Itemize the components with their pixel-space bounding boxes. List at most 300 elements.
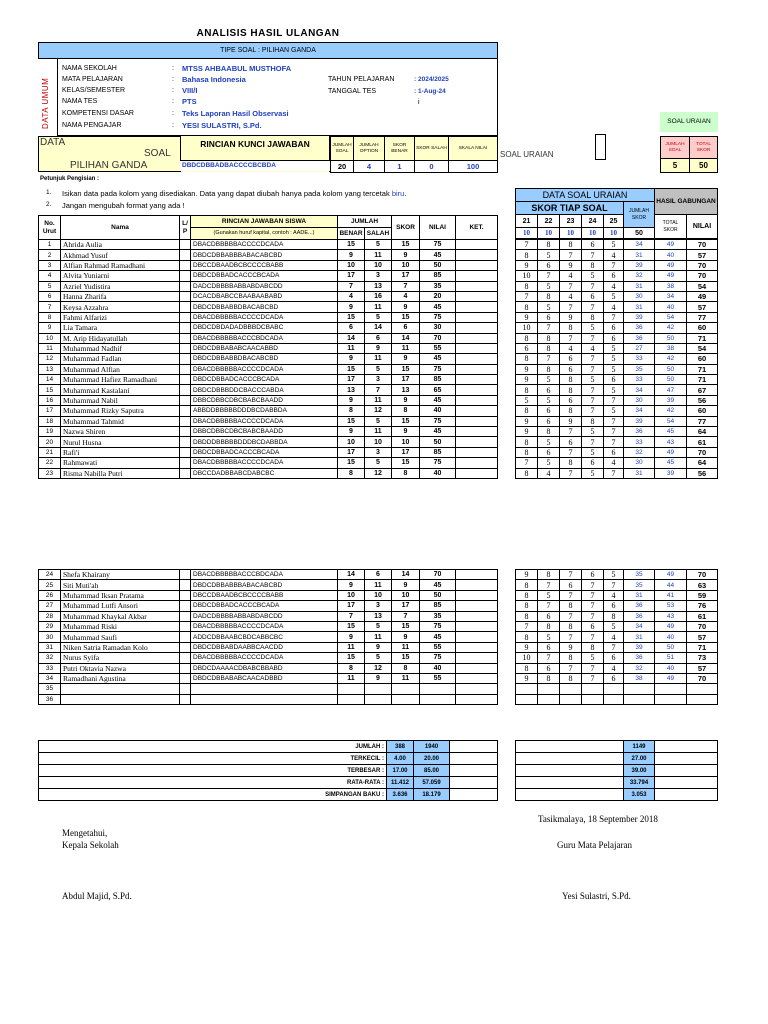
student-answers[interactable]: DBBCDBBCDBCBABCBAADD bbox=[191, 427, 338, 437]
uraian-score[interactable]: 10 bbox=[516, 323, 538, 333]
student-name[interactable]: Azriel Yudistira bbox=[61, 281, 180, 291]
gender-cell[interactable] bbox=[180, 684, 191, 694]
uraian-score[interactable]: 7 bbox=[604, 312, 624, 322]
kompetensi-value[interactable]: Teks Laporan Hasil Observasi bbox=[182, 109, 289, 118]
student-name[interactable]: Muhammad Tahmid bbox=[61, 416, 180, 426]
kunci-jawaban-input[interactable]: DBDCDBBADBACCCCBCBDA bbox=[180, 160, 330, 171]
uraian-score[interactable]: 6 bbox=[538, 312, 560, 322]
gender-cell[interactable] bbox=[180, 343, 191, 353]
uraian-score[interactable]: 6 bbox=[604, 673, 624, 683]
uraian-score[interactable]: 5 bbox=[516, 395, 538, 405]
uraian-score[interactable]: 6 bbox=[604, 271, 624, 281]
uraian-score[interactable]: 7 bbox=[560, 333, 582, 343]
jumlah-soal-value[interactable]: 20 bbox=[331, 161, 354, 173]
gender-cell[interactable] bbox=[180, 323, 191, 333]
student-answers[interactable]: DBACDBBBBBACCCBDCADA bbox=[191, 333, 338, 343]
student-name[interactable]: M. Arip Hidayatullah bbox=[61, 333, 180, 343]
uraian-score[interactable]: 6 bbox=[560, 354, 582, 364]
uraian-score[interactable]: 5 bbox=[604, 343, 624, 353]
gender-cell[interactable] bbox=[180, 601, 191, 611]
uraian-total-value[interactable]: 50 bbox=[690, 159, 718, 173]
uraian-score[interactable]: 4 bbox=[560, 343, 582, 353]
uraian-score[interactable]: 6 bbox=[582, 621, 604, 631]
student-name[interactable]: Shefa Khairany bbox=[61, 570, 180, 580]
uraian-score[interactable]: 8 bbox=[582, 312, 604, 322]
uraian-score[interactable]: 5 bbox=[582, 271, 604, 281]
uraian-score[interactable]: 6 bbox=[604, 333, 624, 343]
gender-cell[interactable] bbox=[180, 302, 191, 312]
student-answers[interactable]: DBDDDBBBBBDDDBCDABBDA bbox=[191, 437, 338, 447]
kelas-value[interactable]: VIII/I bbox=[182, 86, 198, 95]
student-answers[interactable]: DBACDBBBBBACCCCDCADA bbox=[191, 312, 338, 322]
uraian-score[interactable]: 7 bbox=[560, 663, 582, 673]
uraian-jumlah-value[interactable]: 5 bbox=[661, 159, 690, 173]
uraian-score[interactable]: 8 bbox=[560, 406, 582, 416]
uraian-score[interactable] bbox=[604, 684, 624, 694]
student-name[interactable]: Fahmi Alfarizi bbox=[61, 312, 180, 322]
gender-cell[interactable] bbox=[180, 580, 191, 590]
uraian-score[interactable]: 8 bbox=[560, 240, 582, 250]
uraian-score[interactable]: 6 bbox=[538, 416, 560, 426]
uraian-score[interactable]: 7 bbox=[560, 302, 582, 312]
student-name[interactable]: Muhammad Rizky Saputra bbox=[61, 406, 180, 416]
uraian-score[interactable]: 9 bbox=[516, 375, 538, 385]
uraian-score[interactable]: 8 bbox=[516, 468, 538, 478]
uraian-score[interactable]: 7 bbox=[582, 632, 604, 642]
uraian-score[interactable]: 6 bbox=[516, 343, 538, 353]
student-answers[interactable]: DBDCDBBADCACCCBCADA bbox=[191, 375, 338, 385]
uraian-score[interactable]: 4 bbox=[604, 302, 624, 312]
uraian-score[interactable]: 7 bbox=[582, 333, 604, 343]
gender-cell[interactable] bbox=[180, 240, 191, 250]
tahun-value[interactable]: : 2024/2025 bbox=[414, 76, 449, 83]
uraian-score[interactable]: 6 bbox=[582, 240, 604, 250]
student-name[interactable]: Siti Muti'ah bbox=[61, 580, 180, 590]
uraian-score[interactable]: 5 bbox=[538, 250, 560, 260]
uraian-score[interactable]: 8 bbox=[516, 302, 538, 312]
student-name[interactable] bbox=[61, 684, 180, 694]
student-name[interactable]: Risma Nabilla Putri bbox=[61, 468, 180, 478]
student-answers[interactable]: DCACDBABCCBAABAABABD bbox=[191, 291, 338, 301]
uraian-score[interactable]: 8 bbox=[516, 281, 538, 291]
uraian-score[interactable]: 7 bbox=[538, 653, 560, 663]
uraian-score[interactable]: 9 bbox=[516, 673, 538, 683]
gender-cell[interactable] bbox=[180, 570, 191, 580]
gender-cell[interactable] bbox=[180, 694, 191, 704]
uraian-score[interactable]: 4 bbox=[560, 271, 582, 281]
uraian-score[interactable]: 7 bbox=[538, 580, 560, 590]
gender-cell[interactable] bbox=[180, 437, 191, 447]
uraian-score[interactable]: 7 bbox=[582, 601, 604, 611]
uraian-score[interactable]: 6 bbox=[604, 601, 624, 611]
uraian-score[interactable]: 7 bbox=[582, 406, 604, 416]
uraian-score[interactable]: 7 bbox=[582, 437, 604, 447]
uraian-score[interactable]: 6 bbox=[560, 580, 582, 590]
gender-cell[interactable] bbox=[180, 260, 191, 270]
uraian-score[interactable]: 7 bbox=[604, 437, 624, 447]
q-max[interactable]: 10 bbox=[560, 228, 582, 239]
student-answers[interactable] bbox=[191, 694, 338, 704]
student-answers[interactable]: DBBCDBBCDBCBABCBAADD bbox=[191, 395, 338, 405]
gender-cell[interactable] bbox=[180, 663, 191, 673]
student-name[interactable]: Alvita Yuniarni bbox=[61, 271, 180, 281]
uraian-score[interactable]: 6 bbox=[604, 323, 624, 333]
student-name[interactable]: Ahrida Aulia bbox=[61, 240, 180, 250]
gender-cell[interactable] bbox=[180, 653, 191, 663]
gender-cell[interactable] bbox=[180, 468, 191, 478]
uraian-score[interactable]: 5 bbox=[604, 240, 624, 250]
student-name[interactable]: Muhammad Saufi bbox=[61, 632, 180, 642]
uraian-score[interactable]: 8 bbox=[516, 447, 538, 457]
student-name[interactable]: Rahmawati bbox=[61, 458, 180, 468]
uraian-score[interactable] bbox=[560, 694, 582, 704]
student-answers[interactable] bbox=[191, 684, 338, 694]
uraian-score[interactable]: 5 bbox=[538, 632, 560, 642]
student-answers[interactable]: DBDCDBBABBBABACABCBD bbox=[191, 250, 338, 260]
gender-cell[interactable] bbox=[180, 281, 191, 291]
nama-tes-value[interactable]: PTS bbox=[182, 97, 197, 106]
student-answers[interactable]: DBCCDBAADBCBCCCCBABB bbox=[191, 260, 338, 270]
uraian-score[interactable]: 9 bbox=[560, 642, 582, 652]
student-answers[interactable]: DBDCDBBABABCAACABBD bbox=[191, 343, 338, 353]
student-answers[interactable]: DBACDBBBBBACCCCDCADA bbox=[191, 240, 338, 250]
student-name[interactable]: Muhammad Alfian bbox=[61, 364, 180, 374]
student-name[interactable] bbox=[61, 694, 180, 704]
uraian-score[interactable]: 7 bbox=[582, 281, 604, 291]
uraian-score[interactable]: 6 bbox=[604, 653, 624, 663]
uraian-score[interactable]: 5 bbox=[582, 323, 604, 333]
uraian-score[interactable]: 6 bbox=[604, 375, 624, 385]
student-answers[interactable]: ADDCDBBAABCBDCABBCBC bbox=[191, 632, 338, 642]
uraian-score[interactable]: 7 bbox=[582, 364, 604, 374]
uraian-score[interactable]: 10 bbox=[516, 271, 538, 281]
uraian-score[interactable]: 7 bbox=[516, 621, 538, 631]
student-answers[interactable]: DBACDBBBBBACCCCDCADA bbox=[191, 621, 338, 631]
student-answers[interactable]: DBDCDBBABBBABACABCBD bbox=[191, 580, 338, 590]
uraian-score[interactable]: 7 bbox=[516, 458, 538, 468]
q-max[interactable]: 10 bbox=[516, 228, 538, 239]
uraian-score[interactable]: 7 bbox=[582, 580, 604, 590]
uraian-score[interactable]: 6 bbox=[538, 611, 560, 621]
student-answers[interactable]: DADCDBBBBABBABDABCDD bbox=[191, 281, 338, 291]
student-name[interactable]: Muhammad Riski bbox=[61, 621, 180, 631]
uraian-score[interactable]: 8 bbox=[516, 354, 538, 364]
gender-cell[interactable] bbox=[180, 447, 191, 457]
uraian-score[interactable]: 7 bbox=[538, 601, 560, 611]
uraian-score[interactable]: 8 bbox=[560, 375, 582, 385]
uraian-score[interactable]: 6 bbox=[582, 458, 604, 468]
gender-cell[interactable] bbox=[180, 354, 191, 364]
student-name[interactable]: Niken Satria Ramadan Kolo bbox=[61, 642, 180, 652]
q-max[interactable]: 10 bbox=[604, 228, 624, 239]
gender-cell[interactable] bbox=[180, 375, 191, 385]
uraian-score[interactable]: 8 bbox=[538, 427, 560, 437]
uraian-score[interactable]: 8 bbox=[604, 611, 624, 621]
uraian-score[interactable]: 9 bbox=[560, 260, 582, 270]
uraian-score[interactable]: 8 bbox=[560, 323, 582, 333]
uraian-score[interactable]: 7 bbox=[560, 570, 582, 580]
student-answers[interactable]: DBACDBBBBBACCCCDCADA bbox=[191, 653, 338, 663]
student-answers[interactable]: DBDCDBBABDAABBCAACDD bbox=[191, 642, 338, 652]
uraian-score[interactable]: 7 bbox=[582, 673, 604, 683]
uraian-score[interactable]: 8 bbox=[516, 580, 538, 590]
uraian-score[interactable]: 8 bbox=[538, 364, 560, 374]
uraian-score[interactable]: 8 bbox=[560, 653, 582, 663]
uraian-score[interactable]: 5 bbox=[538, 281, 560, 291]
uraian-score[interactable]: 5 bbox=[538, 395, 560, 405]
uraian-score[interactable]: 9 bbox=[560, 416, 582, 426]
student-answers[interactable]: DBDCDBBADCACCCBCADA bbox=[191, 601, 338, 611]
student-answers[interactable]: DBDCDBBBDDCBACCCABDA bbox=[191, 385, 338, 395]
student-answers[interactable]: DBCCDADBBABCDABCBC bbox=[191, 468, 338, 478]
q-max[interactable]: 10 bbox=[582, 228, 604, 239]
uraian-score[interactable]: 7 bbox=[582, 302, 604, 312]
uraian-score[interactable]: 8 bbox=[516, 333, 538, 343]
uraian-score[interactable]: 6 bbox=[538, 447, 560, 457]
uraian-score[interactable]: 5 bbox=[538, 302, 560, 312]
gender-cell[interactable] bbox=[180, 333, 191, 343]
student-name[interactable]: Rafi'i bbox=[61, 447, 180, 457]
q-max[interactable]: 10 bbox=[538, 228, 560, 239]
student-name[interactable]: Alfian Rahmad Ramadhani bbox=[61, 260, 180, 270]
uraian-score[interactable]: 4 bbox=[604, 590, 624, 600]
nama-sekolah-value[interactable]: MTSS AHBAABUL MUSTHOFA bbox=[182, 64, 292, 73]
uraian-score[interactable]: 5 bbox=[604, 406, 624, 416]
gender-cell[interactable] bbox=[180, 271, 191, 281]
uraian-score[interactable]: 7 bbox=[560, 250, 582, 260]
uraian-score[interactable]: 8 bbox=[582, 260, 604, 270]
gender-cell[interactable] bbox=[180, 673, 191, 683]
uraian-score[interactable]: 5 bbox=[604, 570, 624, 580]
uraian-score[interactable]: 8 bbox=[516, 406, 538, 416]
uraian-score[interactable]: 5 bbox=[604, 354, 624, 364]
student-name[interactable]: Ramadhani Agustina bbox=[61, 673, 180, 683]
uraian-score[interactable]: 8 bbox=[516, 663, 538, 673]
uraian-score[interactable]: 5 bbox=[538, 437, 560, 447]
uraian-score[interactable]: 5 bbox=[538, 590, 560, 600]
student-name[interactable]: Muhammad Nabil bbox=[61, 395, 180, 405]
uraian-score[interactable]: 5 bbox=[582, 653, 604, 663]
uraian-score[interactable]: 7 bbox=[582, 250, 604, 260]
student-answers[interactable]: DBACDBBBBBACCCCDCADA bbox=[191, 364, 338, 374]
gender-cell[interactable] bbox=[180, 590, 191, 600]
student-answers[interactable]: DBDCDBBABBDBACABCBD bbox=[191, 302, 338, 312]
gender-cell[interactable] bbox=[180, 632, 191, 642]
uraian-score[interactable]: 7 bbox=[582, 385, 604, 395]
gender-cell[interactable] bbox=[180, 250, 191, 260]
uraian-score[interactable]: 6 bbox=[538, 642, 560, 652]
uraian-score[interactable]: 6 bbox=[538, 406, 560, 416]
uraian-score[interactable]: 7 bbox=[560, 611, 582, 621]
uraian-score[interactable]: 8 bbox=[538, 343, 560, 353]
uraian-score[interactable]: 7 bbox=[538, 354, 560, 364]
uraian-score[interactable]: 4 bbox=[582, 343, 604, 353]
uraian-score[interactable]: 6 bbox=[560, 437, 582, 447]
gender-cell[interactable] bbox=[180, 406, 191, 416]
uraian-score[interactable]: 8 bbox=[538, 291, 560, 301]
uraian-score[interactable]: 9 bbox=[516, 416, 538, 426]
checkbox-placeholder[interactable] bbox=[595, 134, 606, 160]
uraian-score[interactable]: 7 bbox=[604, 468, 624, 478]
uraian-score[interactable]: 5 bbox=[538, 458, 560, 468]
gender-cell[interactable] bbox=[180, 427, 191, 437]
uraian-score[interactable]: 8 bbox=[538, 673, 560, 683]
uraian-score[interactable]: 8 bbox=[516, 601, 538, 611]
uraian-score[interactable]: 5 bbox=[604, 385, 624, 395]
uraian-score[interactable]: 4 bbox=[560, 291, 582, 301]
student-name[interactable]: Nurus Syifa bbox=[61, 653, 180, 663]
student-name[interactable]: Nazwa Shiren bbox=[61, 427, 180, 437]
gender-cell[interactable] bbox=[180, 621, 191, 631]
uraian-score[interactable]: 7 bbox=[582, 663, 604, 673]
uraian-score[interactable]: 8 bbox=[516, 632, 538, 642]
student-name[interactable]: Akhmad Yusuf bbox=[61, 250, 180, 260]
uraian-score[interactable]: 8 bbox=[538, 240, 560, 250]
uraian-score[interactable]: 7 bbox=[538, 271, 560, 281]
uraian-score[interactable] bbox=[582, 684, 604, 694]
mata-pelajaran-value[interactable]: Bahasa Indonesia bbox=[182, 75, 246, 84]
uraian-score[interactable]: 8 bbox=[516, 590, 538, 600]
gender-cell[interactable] bbox=[180, 385, 191, 395]
uraian-score[interactable] bbox=[538, 694, 560, 704]
student-answers[interactable]: DBDCDBBABABCAACADBBD bbox=[191, 673, 338, 683]
student-answers[interactable]: DBACDBBBBBACCCCDCADA bbox=[191, 458, 338, 468]
uraian-score[interactable]: 8 bbox=[560, 601, 582, 611]
gender-cell[interactable] bbox=[180, 312, 191, 322]
uraian-score[interactable]: 4 bbox=[604, 663, 624, 673]
uraian-score[interactable]: 7 bbox=[560, 427, 582, 437]
uraian-score[interactable]: 4 bbox=[604, 458, 624, 468]
student-answers[interactable]: DBDCDBBABBDBACABCBD bbox=[191, 354, 338, 364]
uraian-score[interactable]: 7 bbox=[604, 642, 624, 652]
gender-cell[interactable] bbox=[180, 642, 191, 652]
uraian-score[interactable]: 9 bbox=[516, 427, 538, 437]
uraian-score[interactable]: 6 bbox=[582, 291, 604, 301]
uraian-score[interactable] bbox=[516, 694, 538, 704]
uraian-score[interactable]: 7 bbox=[582, 590, 604, 600]
uraian-score[interactable]: 7 bbox=[582, 611, 604, 621]
skor-salah-value[interactable]: 0 bbox=[415, 161, 449, 173]
uraian-score[interactable]: 5 bbox=[582, 468, 604, 478]
uraian-score[interactable]: 8 bbox=[516, 385, 538, 395]
uraian-score[interactable]: 8 bbox=[516, 611, 538, 621]
student-answers[interactable]: DBACDBBBBBACCCCDCADA bbox=[191, 416, 338, 426]
tanggal-value[interactable]: : 1-Aug-24 bbox=[414, 88, 446, 95]
student-name[interactable]: Muhammad Fadlan bbox=[61, 354, 180, 364]
uraian-score[interactable]: 7 bbox=[560, 632, 582, 642]
uraian-score[interactable]: 9 bbox=[516, 312, 538, 322]
uraian-score[interactable]: 7 bbox=[516, 291, 538, 301]
student-answers[interactable]: DBCCDBAADBCBCCCCBABB bbox=[191, 590, 338, 600]
uraian-score[interactable]: 6 bbox=[560, 364, 582, 374]
pengajar-value[interactable]: YESI SULASTRI, S.Pd. bbox=[182, 121, 262, 130]
uraian-score[interactable]: 6 bbox=[538, 663, 560, 673]
uraian-score[interactable]: 7 bbox=[604, 260, 624, 270]
uraian-score[interactable]: 7 bbox=[560, 447, 582, 457]
uraian-score[interactable]: 6 bbox=[604, 447, 624, 457]
uraian-score[interactable]: 6 bbox=[538, 385, 560, 395]
uraian-score[interactable]: 8 bbox=[582, 642, 604, 652]
uraian-score[interactable]: 4 bbox=[538, 468, 560, 478]
uraian-score[interactable]: 10 bbox=[516, 653, 538, 663]
student-name[interactable]: Putri Oktavia Nazwa bbox=[61, 663, 180, 673]
uraian-score[interactable]: 7 bbox=[560, 281, 582, 291]
uraian-score[interactable]: 9 bbox=[516, 260, 538, 270]
student-answers[interactable]: DADCDBBBBABBABDABCDD bbox=[191, 611, 338, 621]
uraian-score[interactable]: 7 bbox=[538, 323, 560, 333]
uraian-score[interactable]: 8 bbox=[560, 621, 582, 631]
uraian-score[interactable]: 7 bbox=[516, 240, 538, 250]
uraian-score[interactable]: 5 bbox=[604, 621, 624, 631]
uraian-score[interactable] bbox=[582, 694, 604, 704]
uraian-score[interactable]: 7 bbox=[560, 468, 582, 478]
uraian-score[interactable]: 7 bbox=[604, 427, 624, 437]
student-name[interactable]: Muhammad Khaykal Akbar bbox=[61, 611, 180, 621]
skala-nilai-value[interactable]: 100 bbox=[449, 161, 498, 173]
uraian-score[interactable]: 4 bbox=[604, 281, 624, 291]
uraian-score[interactable]: 9 bbox=[516, 642, 538, 652]
student-answers[interactable]: DBDCDAAAACDBABCBBABD bbox=[191, 663, 338, 673]
uraian-score[interactable]: 9 bbox=[560, 312, 582, 322]
uraian-score[interactable]: 8 bbox=[582, 416, 604, 426]
uraian-score[interactable] bbox=[560, 684, 582, 694]
student-name[interactable]: Hanna Zharifa bbox=[61, 291, 180, 301]
gender-cell[interactable] bbox=[180, 458, 191, 468]
student-answers[interactable]: DBDCDBDADADBBBDCBABC bbox=[191, 323, 338, 333]
student-answers[interactable]: DBDCDBBADCACCCBCADA bbox=[191, 447, 338, 457]
uraian-score[interactable]: 6 bbox=[560, 395, 582, 405]
uraian-score[interactable] bbox=[604, 694, 624, 704]
gender-cell[interactable] bbox=[180, 364, 191, 374]
student-name[interactable]: Muhammad Hafiez Ramadhani bbox=[61, 375, 180, 385]
uraian-score[interactable]: 5 bbox=[538, 375, 560, 385]
student-name[interactable]: Muhammad Kastalani bbox=[61, 385, 180, 395]
uraian-score[interactable]: 5 bbox=[582, 427, 604, 437]
uraian-score[interactable]: 8 bbox=[560, 458, 582, 468]
uraian-score[interactable] bbox=[538, 684, 560, 694]
uraian-score[interactable]: 7 bbox=[604, 580, 624, 590]
uraian-score[interactable]: 5 bbox=[582, 447, 604, 457]
uraian-score[interactable]: 5 bbox=[604, 364, 624, 374]
uraian-score[interactable]: 7 bbox=[604, 416, 624, 426]
uraian-score[interactable]: 7 bbox=[604, 395, 624, 405]
uraian-score[interactable]: 8 bbox=[516, 250, 538, 260]
student-name[interactable]: Muhammad Nadhif bbox=[61, 343, 180, 353]
student-name[interactable]: Keysa Azzahra bbox=[61, 302, 180, 312]
jumlah-option-value[interactable]: 4 bbox=[354, 161, 385, 173]
uraian-score[interactable]: 6 bbox=[538, 260, 560, 270]
uraian-score[interactable]: 8 bbox=[516, 437, 538, 447]
uraian-score[interactable]: 7 bbox=[560, 590, 582, 600]
uraian-score[interactable]: 8 bbox=[560, 673, 582, 683]
skor-benar-value[interactable]: 1 bbox=[385, 161, 415, 173]
student-name[interactable]: Nurul Husna bbox=[61, 437, 180, 447]
student-name[interactable]: Lia Tamara bbox=[61, 323, 180, 333]
uraian-score[interactable]: 6 bbox=[582, 570, 604, 580]
uraian-score[interactable]: 4 bbox=[604, 250, 624, 260]
student-answers[interactable]: DBACDBBBBBACCCBDCADA bbox=[191, 570, 338, 580]
uraian-score[interactable]: 7 bbox=[582, 354, 604, 364]
gender-cell[interactable] bbox=[180, 416, 191, 426]
uraian-score[interactable]: 8 bbox=[560, 385, 582, 395]
uraian-score[interactable]: 8 bbox=[538, 570, 560, 580]
gender-cell[interactable] bbox=[180, 291, 191, 301]
student-answers[interactable]: ABBDDBBBBBDDDBCDABBDA bbox=[191, 406, 338, 416]
uraian-score[interactable]: 5 bbox=[604, 291, 624, 301]
student-name[interactable]: Muhammad Lutfi Ansori bbox=[61, 601, 180, 611]
uraian-score[interactable]: 8 bbox=[538, 621, 560, 631]
gender-cell[interactable] bbox=[180, 611, 191, 621]
